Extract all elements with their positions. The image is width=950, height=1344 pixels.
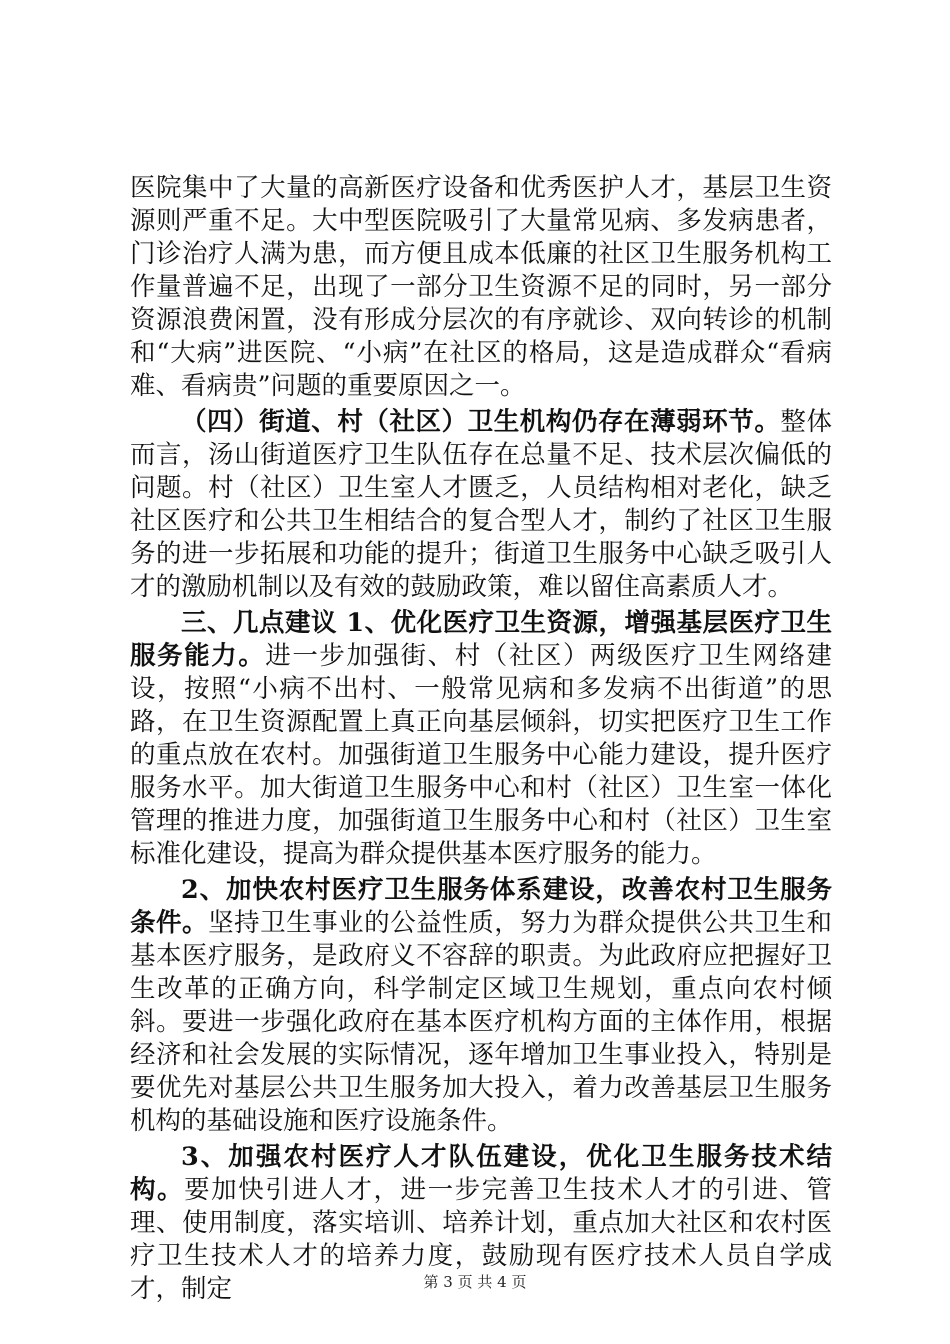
paragraph-2 [130,406,832,604]
paragraph-heading: 2、加快农村医疗卫生服务体系建设，改善农村卫生服务条件。 [130,875,832,938]
paragraph-heading: 三、几点建议 1、优化医疗卫生资源，增强基层医疗卫生服务能力。 [130,608,832,671]
paragraph-text: 整体而言，汤山街道医疗卫生队伍存在总量不足、技术层次偏低的问题。村（社区）卫生室人才匮乏，人员结构相对老化，缺乏社区医疗和公共卫生相结合的复合型人才，制约了社区卫生服务的进一步拓展和功能的提升；街道卫生服务中心缺乏吸引人才的激励机制以及有效的鼓励政策，难以留住高素质人才。 [130,407,832,602]
paragraph-text: 要加快引进人才，进一步完善卫生技术人才的引进、管理、使用制度，落实培训、培养计划，重点加大社区和农村医疗卫生技术人才的培养力度，鼓励现有医疗技术人员自学成才，制定 [130,1175,832,1304]
paragraph-3 [130,607,832,871]
paragraph-1 [130,172,832,403]
paragraph-text: 坚持卫生事业的公益性质，努力为群众提供公共卫生和基本医疗服务，是政府义不容辞的职责。为此政府应把握好卫生改革的正确方向，科学制定区域卫生规划，重点向农村倾斜。要进一步强化政府在基本医疗机构方面的主体作用，根据经济和社会发展的实际情况，逐年增加卫生事业投入，特别是要优先对基层公共卫生服务加大投入，着力改善基层卫生服务机构的基础设施和医疗设施条件。 [130,908,832,1136]
paragraph-text: 进一步加强街、村（社区）两级医疗卫生网络建设，按照“小病不出村、一般常见病和多发病不出街道”的思路，在卫生资源配置上真正向基层倾斜，切实把医疗卫生工作的重点放在农村。加强街道卫生服务中心能力建设，提升医疗服务水平。加大街道卫生服务中心和村（社区）卫生室一体化管理的推进力度，加强街道卫生服务中心和村（社区）卫生室标准化建设，提高为群众提供基本医疗服务的能力。 [130,641,832,869]
paragraph-4 [130,874,832,1138]
page-number-footer: 第 3 页 共 4 页 [423,1273,527,1291]
paragraph-heading: 3、加强农村医疗人才队伍建设，优化卫生服务技术结构。 [130,1142,832,1205]
body-text [130,172,832,1309]
paragraph-text: 医院集中了大量的高新医疗设备和优秀医护人才，基层卫生资源则严重不足。大中型医院吸引了大量常见病、多发病患者，门诊治疗人满为患，而方便且成本低廉的社区卫生服务机构工作量普遍不足，出现了一部分卫生资源不足的同时，另一部分资源浪费闲置，没有形成分层次的有序就诊、双向转诊的机制和“大病”进医院、“小病”在社区的格局，这是造成群众“看病难、看病贵”问题的重要原因之一。 [130,173,832,401]
paragraph-heading: （四）街道、村（社区）卫生机构仍存在薄弱环节。 [181,407,781,437]
